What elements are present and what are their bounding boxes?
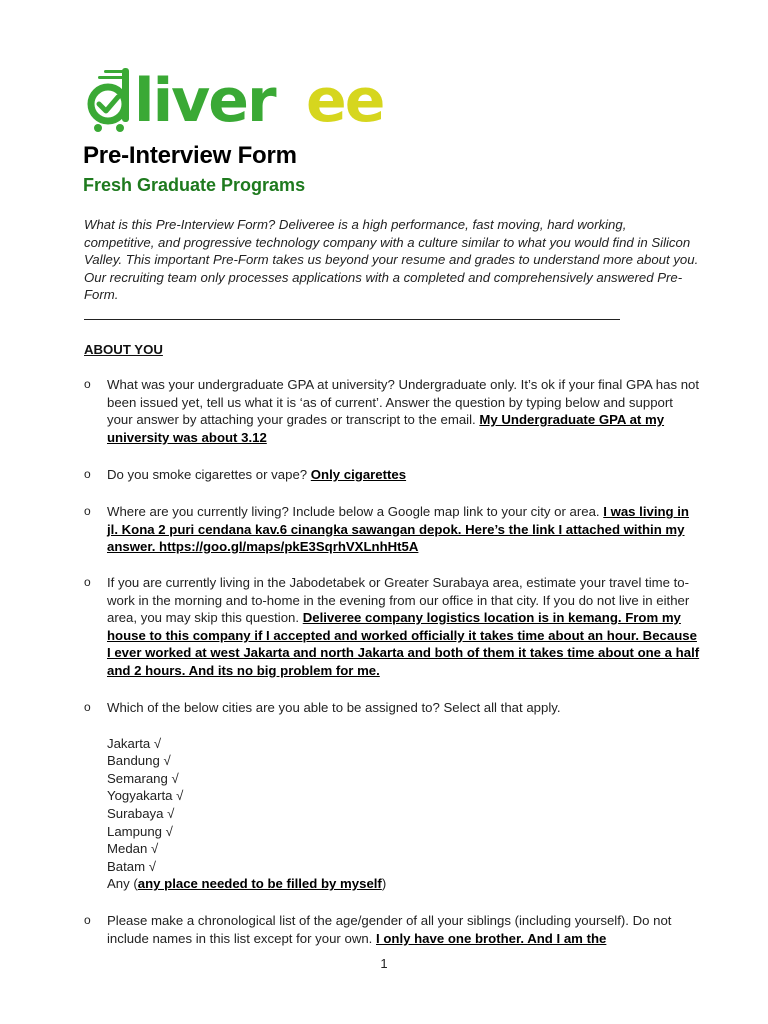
bullet-icon: o	[84, 913, 91, 927]
section-heading: ABOUT YOU	[84, 342, 163, 357]
svg-text:ee: ee	[306, 66, 384, 136]
question-item	[84, 466, 700, 484]
bullet-icon: o	[84, 467, 91, 481]
city-option[interactable]: Lampung √	[107, 823, 173, 839]
question-text: Please make a chronological list of the age/gender of all your siblings (including yourself). Do not include names in this list except for your own.	[107, 913, 672, 946]
svg-text:liver: liver	[134, 66, 275, 136]
separator-line	[84, 319, 620, 320]
question-item	[84, 503, 700, 556]
city-option[interactable]: Jakarta √	[107, 735, 162, 751]
bullet-icon: o	[84, 575, 91, 589]
city-option-any[interactable]	[107, 875, 700, 893]
question-item	[84, 376, 700, 446]
form-subtitle: Fresh Graduate Programs	[83, 175, 306, 195]
question-text: Do you smoke cigarettes or vape?	[107, 467, 308, 482]
city-option[interactable]: Bandung √	[107, 753, 171, 769]
question-item	[84, 574, 700, 680]
page-number: 1	[380, 956, 388, 971]
bullet-icon: o	[84, 700, 91, 714]
city-option[interactable]: Surabaya √	[107, 805, 175, 821]
question-text: If you are currently living in the Jabodetabek or Greater Surabaya area, estimate your travel time to-work in the morning and to-home in the evening from our office in that city. If you do not live in either area, you may skip this question.	[107, 575, 690, 626]
question-item	[84, 699, 700, 893]
answer-text[interactable]: I was living in jl. Kona 2 puri cendana kav.6 cinangka sawangan depok. Here’s the link I attached within my answer. https://goo.gl/maps/pkE3SqrhVXLnhHt5A	[107, 504, 689, 555]
form-title: Pre-Interview Form	[83, 142, 297, 169]
any-prefix: Any (	[107, 876, 138, 892]
answer-text[interactable]: any place needed to be filled by myself	[137, 876, 382, 892]
answer-text[interactable]: Deliveree company logistics location is in kemang. From my house to this company if I accepted and worked officially it takes time about an hour. Because I ever worked at west Jakarta and north Jakarta and both of them it takes time about one a half and 2 hours. And its no big problem for me.	[107, 610, 700, 678]
question-text: Which of the below cities are you able to be assigned to? Select all that apply.	[107, 700, 561, 715]
city-option[interactable]: Yogyakarta √	[107, 788, 184, 804]
answer-text[interactable]: I only have one brother. And I am the	[376, 930, 607, 946]
bullet-icon: o	[84, 377, 91, 391]
city-option[interactable]: Batam √	[107, 858, 157, 874]
question-text: Where are you currently living? Include below a Google map link to your city or area.	[107, 504, 600, 519]
question-text: What was your undergraduate GPA at university? Undergraduate only. It’s ok if your final GPA has not been issued yet, tell us what it is ‘as of current’. Answer the question by typing below and support your answer by attaching your grades or transcript to the email.	[107, 377, 700, 428]
bullet-icon: o	[84, 504, 91, 518]
any-suffix: )	[381, 876, 387, 892]
city-option[interactable]: Medan √	[107, 841, 159, 857]
city-option[interactable]: Semarang √	[107, 770, 179, 786]
city-list	[107, 735, 700, 893]
question-item	[84, 912, 700, 947]
deliveree-logo	[84, 64, 394, 136]
answer-text[interactable]: My Undergraduate GPA at my university was about 3.12	[107, 412, 665, 445]
intro-paragraph: What is this Pre-Interview Form? Deliveree is a high performance, fast moving, hard working, competitive, and progressive technology company with a culture similar to what you would find in Silicon Valley. This important Pre-Form takes us beyond your resume and grades to understand more about you. Our recruiting team only processes applications with a completed and comprehensively answered Pre-Form.	[84, 217, 699, 303]
answer-text[interactable]: Only cigarettes	[310, 467, 407, 482]
